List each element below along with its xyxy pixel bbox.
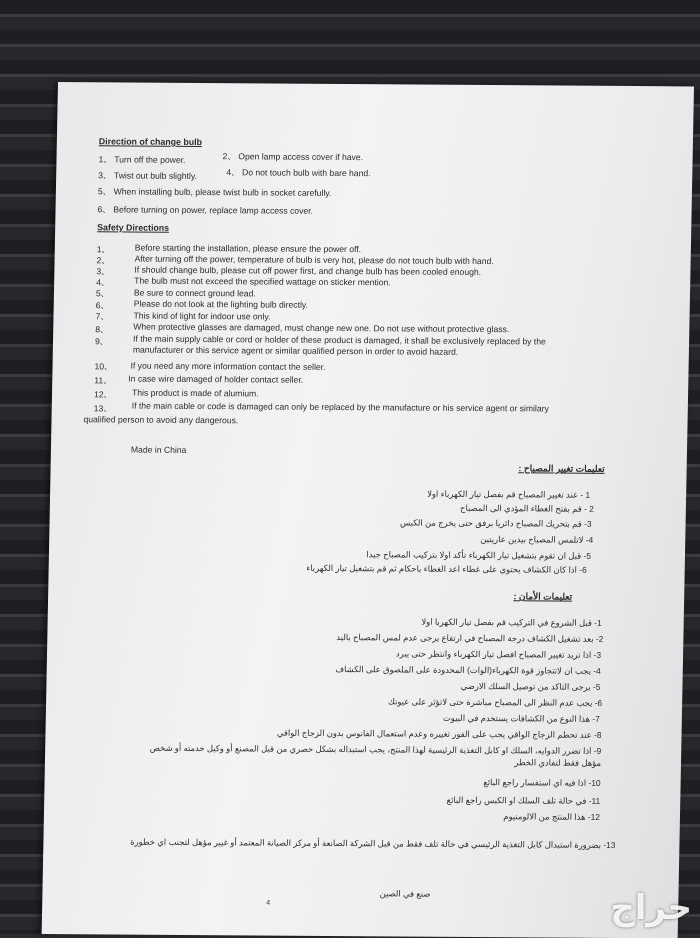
direction-item-3: 3、 Twist out bulb slightly. xyxy=(98,170,198,181)
safety-num-1: 1、 xyxy=(96,244,111,255)
safety-num-9: 9、 xyxy=(94,336,109,347)
safety-text-3: If should change bulb, please cut off power first, and change bulb has been cooled enough. xyxy=(134,264,482,277)
direction-item-6: 6、 Before turning on power, replace lamp access cover. xyxy=(97,204,314,216)
safety-text-9: If the main supply cable or cord or holder of these product is damaged, it shall be exclusively replaced by the xyxy=(132,333,546,347)
safety-num-7: 7、 xyxy=(95,311,109,322)
arabic-safety-item-12: 12- هذا المنتج من الالومنيوم xyxy=(503,811,601,822)
arabic-safety-item-2: 2- بعد تشغيل الكشاف درجة المصباح في ارتفاع يرجى عدم لمس المصباح باليد xyxy=(336,632,604,644)
safety-num-8: 8、 xyxy=(95,324,109,335)
safety-text-2: After turning off the power, temperature of bulb is very hot, please do not touch bulb with hand. xyxy=(134,253,494,267)
safety-text-7: This kind of light for indoor use only. xyxy=(133,310,271,322)
arabic-safety-item-9: 9- اذا تضرر الدوايه، السلك او كابل التغذية الرئيسية لهذا المنتج، يجب استبداله بشكل حصري من قبل المصنع أو وكيل خدمته أو شخص xyxy=(149,742,602,756)
arabic-heading-change-bulb: تعليمات تغيير المصباح : xyxy=(518,463,605,474)
safety-text-4: The bulb must not exceed the specified wattage on sticker mention. xyxy=(134,275,391,288)
safety-text-8: When protective glasses are damaged, must change new one. Do not use without protective glass. xyxy=(133,321,510,335)
arabic-safety-item-7: 7- هذا النوع من الكشافات يستخدم في البيوت xyxy=(442,712,600,724)
arabic-change-item-4: 4- لاتلمس المصباح بيدين عاريتين xyxy=(480,534,594,545)
haraj-watermark: حراج xyxy=(610,888,692,928)
direction-item-1: 1、 Turn off the power. xyxy=(98,154,186,165)
safety-num-10: 10、 xyxy=(94,361,113,372)
section-heading-direction: Direction of change bulb xyxy=(98,136,203,148)
arabic-safety-item-13: 13- بضرورة استبدال كابل التغذية الرئيسي في حالة تلف فقط من قبل الشركة الصانعة أو مركز الصيانة المعتمد أو غيير مؤهل لتجنب اي خطورة xyxy=(130,836,616,850)
safety-text-13-cont: qualified person to avoid any dangerous. xyxy=(83,414,239,426)
direction-item-5: 5、 When installing bulb, please twist bulb in socket carefully. xyxy=(97,186,332,198)
arabic-change-item-2: 2 - قم بفتح الغطاء المؤدي الى المصباح xyxy=(460,502,594,514)
safety-text-6: Please do not look at the lighting bulb directly. xyxy=(133,298,309,310)
safety-num-13: 13、 xyxy=(93,403,112,414)
arabic-change-item-3: 3- قم بتحريك المصباح دائريا برفق حتى يخرج من الكبس xyxy=(399,517,592,529)
arabic-safety-item-10: 10- اذا فيه اي استفسار راجع البائع xyxy=(483,777,601,788)
safety-text-10: If you need any more information contact the seller. xyxy=(130,360,326,372)
made-in-china: Made in China xyxy=(130,444,187,455)
arabic-change-item-5: 5- قبل ان تقوم بتشغيل تيار الكهرباء تأكد اولا بتركيب المصباح جيدا xyxy=(366,549,592,561)
arabic-change-item-1: 1 - عند تغيير المصباح قم بفصل تيار الكهرباء اولا xyxy=(427,488,591,500)
arabic-change-item-6: 6- اذا كان الكشاف يحتوي على غطاء اعد الغطاء باحكام ثم قم بتشغيل تيار الكهرباء xyxy=(306,562,587,575)
safety-text-9-cont: manufacturer or this service agent or similar qualified person in order to avoid hazard. xyxy=(132,344,459,357)
safety-num-3: 3、 xyxy=(96,266,110,277)
instruction-sheet xyxy=(42,82,694,938)
arabic-safety-item-6: 6- يجب عدم النظر الى المصباح مباشرة حتى لاتؤثر على عيونك xyxy=(387,696,603,708)
arabic-made-in-china: صنع في الصين xyxy=(379,888,431,899)
safety-text-13: If the main cable or code is damaged can only be replaced by the manufacture or his service agent or similary xyxy=(131,400,549,414)
arabic-safety-item-3: 3- اذا تريد تغيير المصباح افصل تيار الكهرباء وانتظر حتى يبرد xyxy=(395,648,602,660)
arabic-safety-item-4: 4- يجب ان لاتتجاوز قوة الكهرباء(الوات) المحدودة على الملصوق على الكشاف xyxy=(335,664,601,676)
arabic-safety-item-9-cont: مؤهل فقط لتفادي الخطر xyxy=(514,757,602,768)
safety-text-11: In case wire damaged of holder contact seller. xyxy=(128,373,304,385)
safety-num-12: 12、 xyxy=(93,389,113,400)
arabic-heading-safety: تعليمات الأمان : xyxy=(513,591,573,602)
section-heading-safety: Safety Directions xyxy=(97,222,170,233)
arabic-safety-item-11: 11- في حالة تلف السلك او الكبس راجع البائع xyxy=(446,794,601,806)
safety-text-12: This product is made of alumium. xyxy=(131,387,259,399)
safety-text-5: Be sure to connect ground lead. xyxy=(133,287,256,299)
safety-num-4: 4、 xyxy=(96,277,110,288)
safety-num-11: 11、 xyxy=(94,375,112,386)
arabic-safety-item-5: 5- يرجى التاكد من توصيل السلك الارضي xyxy=(460,680,601,692)
safety-num-2: 2、 xyxy=(96,255,111,266)
arabic-safety-item-1: 1- قبل الشروع في التركيب قم بفصل تيار الكهربا اولا xyxy=(421,616,602,628)
safety-num-5: 5、 xyxy=(95,288,110,299)
direction-item-2: 2、 Open lamp access cover if have. xyxy=(222,151,364,163)
arabic-safety-item-8: 8- عند تحطم الزجاج الواقي يجب على الفور تغييره وعدم استعمال الفانوس بدون الزجاج الواقي xyxy=(276,727,602,740)
direction-item-4: 4、 Do not touch bulb with bare hand. xyxy=(226,167,371,179)
safety-num-6: 6、 xyxy=(95,300,110,311)
safety-text-1: Before starting the installation, please ensure the power off. xyxy=(134,242,362,255)
page-number: 4 xyxy=(266,899,271,907)
